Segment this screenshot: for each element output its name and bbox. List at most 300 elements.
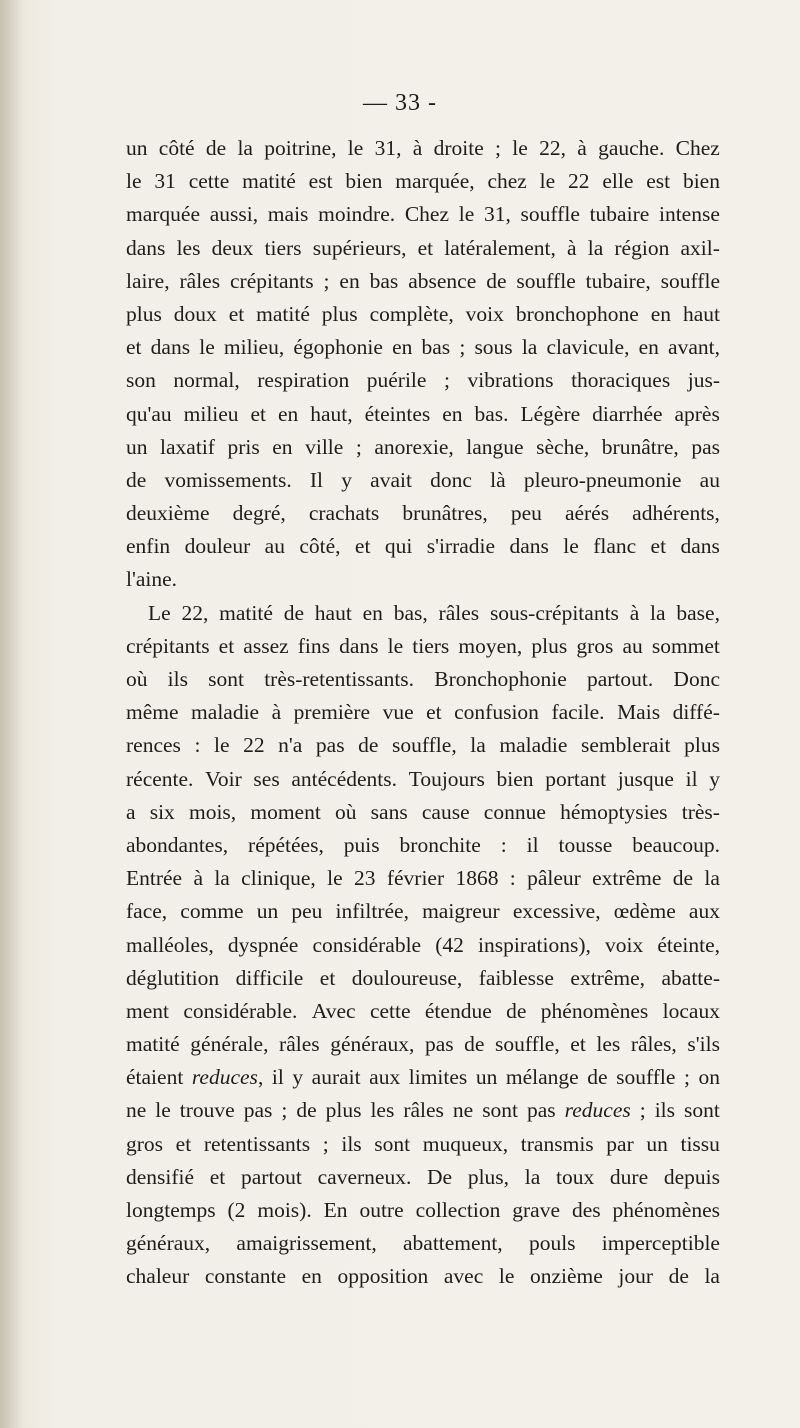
word: le xyxy=(563,534,579,559)
binding-shadow xyxy=(0,0,24,1428)
word: cette xyxy=(188,169,230,194)
word: en xyxy=(392,335,413,360)
word: le xyxy=(155,1098,171,1123)
word: Chez xyxy=(675,136,720,160)
word: crachats xyxy=(308,501,380,526)
word: laire, xyxy=(126,268,170,293)
word: et xyxy=(126,335,142,360)
text-line xyxy=(126,331,720,364)
word: matité xyxy=(242,169,296,194)
word: généraux, xyxy=(330,1032,415,1057)
word: y xyxy=(709,766,720,791)
word: collection xyxy=(415,1198,501,1222)
word: pas xyxy=(527,1098,556,1123)
word: trouve xyxy=(179,1098,235,1123)
word: dans xyxy=(680,534,720,559)
word: inspirations), xyxy=(477,932,591,957)
word: dyspnée xyxy=(227,932,299,957)
word: sont xyxy=(684,1098,720,1123)
word: bien xyxy=(345,169,383,194)
word: des xyxy=(571,1198,601,1222)
word: est xyxy=(646,169,671,194)
word: comme xyxy=(180,899,244,924)
text-line xyxy=(126,597,720,630)
word: générale, xyxy=(190,1032,269,1057)
word: aux xyxy=(688,899,720,924)
word: mais xyxy=(267,202,309,227)
word: chez xyxy=(487,169,527,194)
word: ils xyxy=(654,1098,676,1123)
text-line xyxy=(126,198,720,231)
word: enfin xyxy=(126,534,171,559)
word: sous xyxy=(474,335,513,360)
word: clinique, xyxy=(241,866,316,891)
word: ; xyxy=(281,1098,288,1123)
word: droite xyxy=(433,136,484,160)
word: phénomènes xyxy=(612,1198,720,1222)
word: : xyxy=(500,832,507,857)
word: plus xyxy=(531,633,568,658)
word: pâleur xyxy=(527,866,581,891)
word: Voir xyxy=(205,766,242,791)
word: (2 xyxy=(227,1198,246,1222)
word: ; xyxy=(683,1065,690,1090)
word: peu xyxy=(510,501,542,526)
word: milieu, xyxy=(223,335,285,360)
word: transmis xyxy=(520,1131,594,1156)
word: reduces, xyxy=(191,1065,264,1090)
word: les xyxy=(370,1098,395,1123)
word: jusque xyxy=(617,766,674,791)
word: maigreur xyxy=(422,899,500,924)
word: la xyxy=(470,733,486,758)
word: Avec xyxy=(311,998,356,1023)
word: puis xyxy=(343,832,380,857)
word: cause xyxy=(421,799,470,824)
word: maladie xyxy=(499,733,568,758)
word: donc xyxy=(430,467,472,492)
word: abatte- xyxy=(661,965,720,990)
word: considérable xyxy=(312,932,422,957)
word: langue xyxy=(466,434,524,459)
word: et xyxy=(218,633,235,658)
word: de xyxy=(668,1264,689,1289)
word: 23 xyxy=(354,866,376,891)
word: moment xyxy=(250,799,321,824)
word: moindre. xyxy=(318,202,396,227)
word: souffle xyxy=(660,268,720,293)
word: râles, xyxy=(630,1032,677,1057)
word: depuis xyxy=(663,1164,720,1189)
text-line xyxy=(126,1227,720,1260)
word: un xyxy=(256,899,279,924)
word: gauche. xyxy=(598,136,665,160)
word: au xyxy=(264,534,285,559)
word: étaient xyxy=(126,1065,184,1090)
word: le xyxy=(214,733,230,758)
word: pouls xyxy=(528,1231,576,1256)
word: ; xyxy=(639,1098,646,1123)
word: éteinte, xyxy=(657,932,720,957)
text-line xyxy=(126,829,720,862)
text-line xyxy=(126,895,720,928)
text-line xyxy=(126,796,720,829)
word: pris xyxy=(227,434,260,459)
word: Bronchophonie xyxy=(434,667,567,691)
word: à xyxy=(629,600,640,625)
word: la xyxy=(704,1264,720,1289)
word: malléoles, xyxy=(126,932,214,957)
word: mois). xyxy=(257,1198,312,1222)
word: axil- xyxy=(680,235,720,260)
text-line xyxy=(126,497,720,530)
word: ; xyxy=(495,136,502,160)
body-text xyxy=(126,132,720,1294)
word: ment xyxy=(126,998,169,1023)
word: dans xyxy=(150,335,191,360)
word: avec xyxy=(443,1264,484,1289)
word: poitrine, xyxy=(264,136,337,160)
word: très- xyxy=(681,799,720,824)
word: de xyxy=(672,866,694,891)
word: ; xyxy=(444,368,450,393)
word: ville xyxy=(305,434,344,459)
word: le xyxy=(199,335,215,360)
word: chaleur xyxy=(126,1264,190,1289)
word: et xyxy=(319,965,336,990)
word: gros xyxy=(576,633,614,658)
word: 31, xyxy=(374,136,402,160)
word: en xyxy=(301,1264,322,1289)
text-line xyxy=(126,763,720,796)
word: puérile xyxy=(366,368,427,393)
word: l'aine. xyxy=(126,567,178,592)
word: œdème xyxy=(613,899,676,924)
word: antécédents. xyxy=(291,766,398,791)
word: la xyxy=(524,1164,541,1189)
word: marquée, xyxy=(395,169,475,194)
word: souffle, xyxy=(392,733,457,758)
word: égophonie xyxy=(293,335,383,360)
word: un xyxy=(646,1131,668,1156)
word: douleur xyxy=(184,534,251,559)
word: adhérents, xyxy=(632,501,720,526)
word: y xyxy=(341,467,352,492)
word: dans xyxy=(126,235,166,260)
word: retentissants xyxy=(203,1131,311,1156)
text-line xyxy=(126,464,720,497)
word: là xyxy=(490,467,506,492)
word: toux xyxy=(555,1164,595,1189)
text-line xyxy=(126,696,720,729)
text-line xyxy=(126,862,720,895)
word: douloureuse, xyxy=(351,965,463,990)
word: ils xyxy=(341,1131,362,1156)
word: est xyxy=(308,169,333,194)
word: 22 xyxy=(243,733,265,758)
word: même xyxy=(126,700,179,725)
word: pleuro-pneumonie xyxy=(523,467,682,492)
word: base, xyxy=(676,600,720,625)
word: assez xyxy=(243,633,289,658)
word: en xyxy=(339,268,360,293)
word: en xyxy=(638,335,659,360)
word: crépitants xyxy=(230,268,314,293)
word: tiers xyxy=(264,235,302,260)
word xyxy=(565,1094,631,1127)
word: ne xyxy=(452,1098,474,1123)
word: tousse xyxy=(558,832,613,857)
word: très-retentissants. xyxy=(264,667,415,691)
word: De xyxy=(427,1164,453,1189)
word: longtemps xyxy=(126,1198,216,1222)
word: diffé- xyxy=(672,700,720,725)
text-line xyxy=(126,132,720,165)
word: souffle xyxy=(516,268,576,293)
word: haut xyxy=(314,600,352,625)
word: il xyxy=(526,832,539,857)
word: généraux, xyxy=(126,1231,211,1256)
word: plus, xyxy=(467,1164,510,1189)
word: côté xyxy=(158,136,195,160)
word: où xyxy=(335,799,357,824)
word: le xyxy=(327,866,343,891)
word: deux xyxy=(211,235,254,260)
word: sans xyxy=(370,799,408,824)
word: abondantes, xyxy=(126,832,229,857)
word: où xyxy=(126,667,148,691)
word: bronchophone xyxy=(515,301,639,326)
word: plus xyxy=(325,1098,362,1123)
word: outre xyxy=(359,1198,404,1222)
word: souffle xyxy=(616,1065,676,1090)
word: de xyxy=(205,136,227,160)
word: Entrée xyxy=(126,866,183,891)
word: au xyxy=(699,467,720,492)
word: elle xyxy=(602,169,634,194)
word: à xyxy=(271,700,282,725)
word: bien xyxy=(496,766,534,791)
word: tissu xyxy=(680,1131,720,1156)
word: jus- xyxy=(687,368,720,393)
word: constante xyxy=(204,1264,287,1289)
word: à xyxy=(412,136,423,160)
word: le xyxy=(539,169,556,194)
word: cette xyxy=(369,998,411,1023)
word: à xyxy=(193,866,203,891)
text-line xyxy=(126,1061,720,1094)
word: : xyxy=(194,733,201,758)
word: faiblesse xyxy=(478,965,554,990)
word: mois, xyxy=(188,799,237,824)
word: semblerait xyxy=(580,733,671,758)
word: face, xyxy=(126,899,168,924)
word: aussi, xyxy=(209,202,259,227)
word: (42 xyxy=(435,932,464,957)
word: brunâtre, xyxy=(601,434,679,459)
word: en xyxy=(362,600,383,625)
word: le xyxy=(126,169,142,194)
word: la xyxy=(521,335,538,360)
text-line xyxy=(126,1260,720,1293)
page-number: — 33 - xyxy=(363,90,437,116)
word: s'ils xyxy=(687,1032,720,1057)
text-line xyxy=(126,729,720,762)
word: bas. xyxy=(474,401,509,426)
word: un xyxy=(126,136,148,160)
word: marquée xyxy=(126,202,201,227)
word: s'irradie xyxy=(426,534,496,559)
word: vomissements. xyxy=(164,467,292,492)
word: le xyxy=(387,633,404,658)
word: Il xyxy=(309,467,324,492)
word: son xyxy=(126,368,156,393)
word: avant, xyxy=(668,335,720,360)
word: tubaire, xyxy=(585,268,651,293)
word: de xyxy=(506,998,527,1023)
word: un xyxy=(475,1065,498,1090)
word: : xyxy=(509,866,516,891)
word: côté, xyxy=(299,534,341,559)
text-line xyxy=(126,1161,720,1194)
word: ils xyxy=(167,667,188,691)
word: et xyxy=(228,301,245,326)
word: flanc xyxy=(593,534,637,559)
word: vue xyxy=(382,700,414,725)
word: 1868 xyxy=(455,866,499,891)
word: bas xyxy=(369,268,399,293)
text-line xyxy=(126,232,720,265)
word: grave xyxy=(512,1198,561,1222)
word: pas xyxy=(424,1032,454,1057)
word: sont xyxy=(482,1098,519,1123)
word: et xyxy=(650,534,667,559)
word: peu xyxy=(291,899,323,924)
text-line xyxy=(126,165,720,198)
word: crépitants xyxy=(126,633,210,658)
word: abattement, xyxy=(402,1231,503,1256)
word: pas xyxy=(315,733,345,758)
word: y xyxy=(292,1065,304,1090)
word: bien xyxy=(682,169,720,194)
word: partout xyxy=(241,1164,302,1189)
word: après xyxy=(674,401,720,426)
word: râles xyxy=(279,1032,320,1057)
word: de xyxy=(587,1065,608,1090)
word: ; xyxy=(323,268,330,293)
word: ; xyxy=(322,1131,329,1156)
word: diarrhée xyxy=(592,401,663,426)
word: aux xyxy=(369,1065,401,1090)
word: vibrations xyxy=(467,368,554,393)
word: supérieurs, xyxy=(312,235,407,260)
word: normal, xyxy=(173,368,240,393)
word: 22, xyxy=(539,136,566,160)
word: à xyxy=(567,235,577,260)
word: 31 xyxy=(154,169,176,194)
text-line xyxy=(126,1028,720,1061)
text-line xyxy=(126,995,720,1028)
word: de xyxy=(464,1032,485,1057)
word: matité xyxy=(126,1032,180,1057)
word: tiers xyxy=(412,633,450,658)
word: la xyxy=(237,136,253,160)
word: connue xyxy=(483,799,546,824)
word: ; xyxy=(355,434,362,459)
word: 22 xyxy=(568,169,590,194)
word: dure xyxy=(609,1164,649,1189)
word: en xyxy=(442,401,463,426)
word: laxatif xyxy=(160,434,215,459)
text-line xyxy=(126,1128,720,1161)
word: degré, xyxy=(232,501,286,526)
word: et xyxy=(175,1131,192,1156)
text-line xyxy=(126,265,720,298)
word: sont xyxy=(374,1131,411,1156)
word: qui xyxy=(384,534,413,559)
word: muqueux, xyxy=(422,1131,509,1156)
word: de xyxy=(486,268,507,293)
word: ; xyxy=(459,335,466,360)
word: 22, xyxy=(181,600,209,625)
word: bas xyxy=(421,335,451,360)
word: complète, xyxy=(369,301,454,326)
word: répétées, xyxy=(248,832,324,857)
word: phénomènes xyxy=(540,998,649,1023)
word: amaigrissement, xyxy=(236,1231,377,1256)
word: milieu xyxy=(183,401,239,426)
word: Mais xyxy=(617,700,661,725)
word: matité xyxy=(256,301,310,326)
word: région xyxy=(614,235,670,260)
word: plus xyxy=(684,733,720,758)
word: haut xyxy=(682,301,720,326)
word: il xyxy=(271,1065,284,1090)
text-line xyxy=(126,929,720,962)
word: de xyxy=(296,1098,317,1123)
word: moyen, xyxy=(458,633,523,658)
word: extrême xyxy=(592,866,662,891)
word: confusion xyxy=(454,700,539,725)
word: les xyxy=(596,1032,621,1057)
word: hémoptysies xyxy=(560,799,668,824)
word: la xyxy=(650,600,666,625)
word: et xyxy=(354,534,371,559)
word: dans xyxy=(339,633,379,658)
word: bronchite xyxy=(399,832,481,857)
word: excessive, xyxy=(512,899,601,924)
word: six xyxy=(149,799,175,824)
word: de xyxy=(126,467,147,492)
word: brunâtres, xyxy=(402,501,488,526)
word: râles xyxy=(179,268,221,293)
word: au xyxy=(622,633,643,658)
text-line xyxy=(126,364,720,397)
word: sommet xyxy=(651,633,720,658)
word: considérable. xyxy=(183,998,298,1023)
word: le xyxy=(458,202,475,227)
text-line xyxy=(126,1094,720,1127)
word: on xyxy=(698,1065,720,1090)
word: beaucoup. xyxy=(632,832,720,857)
word: intense xyxy=(658,202,720,227)
word: latéralement, xyxy=(444,235,556,260)
word: Donc xyxy=(673,667,720,691)
word: dans xyxy=(509,534,549,559)
word: râles xyxy=(403,1098,444,1123)
word: et xyxy=(426,700,442,725)
word: et xyxy=(250,401,267,426)
